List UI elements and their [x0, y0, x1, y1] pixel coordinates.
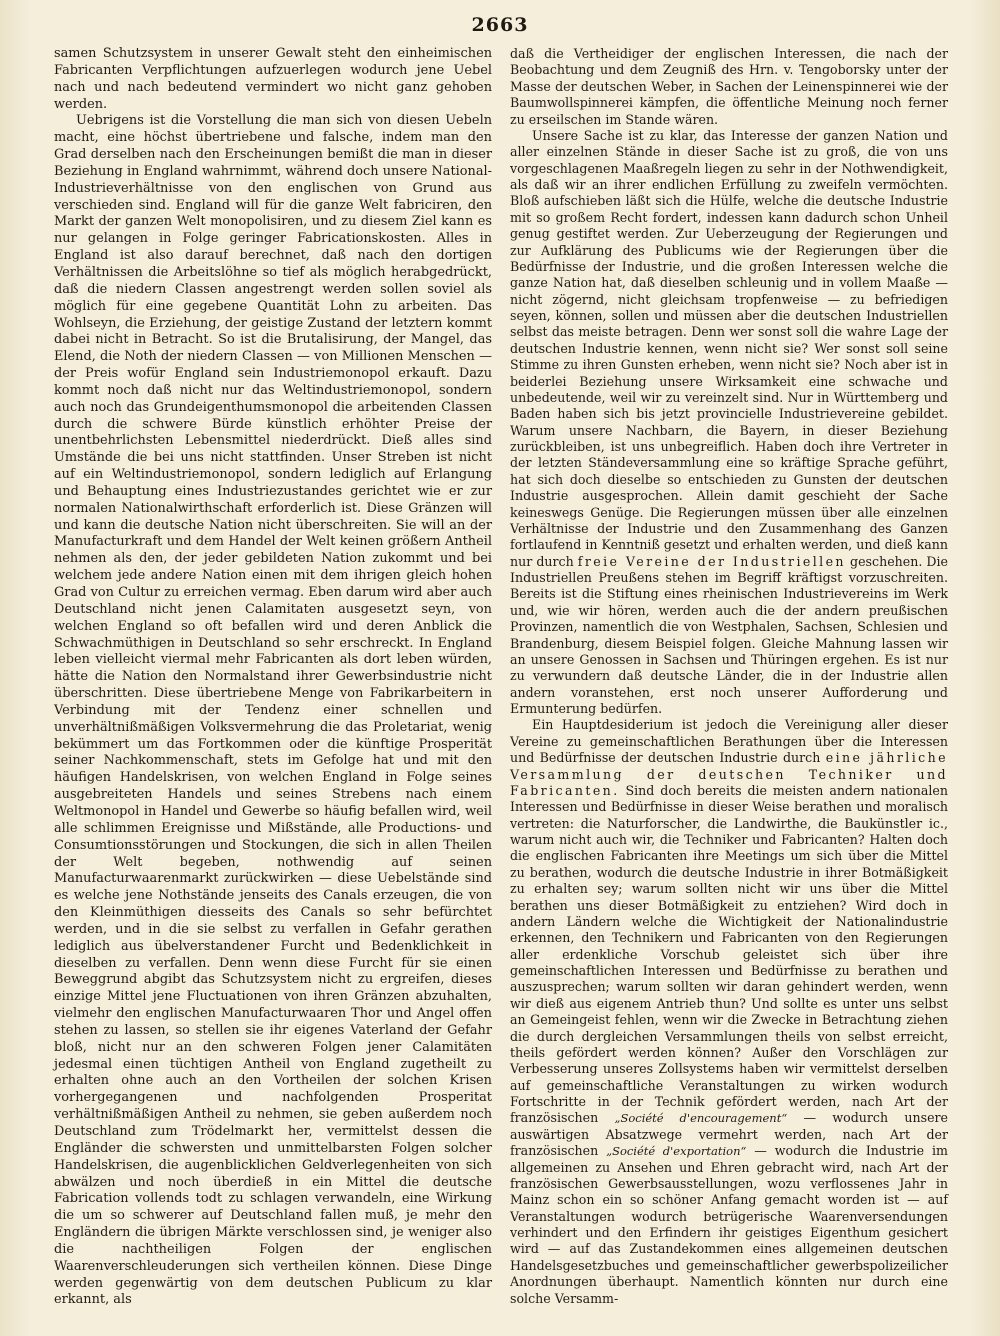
- french-term: „Société d'encouragement“: [614, 1111, 788, 1126]
- text-run: — wodurch die Industrie im allgemeinen zu Ansehen und Ehren gebracht wird, nach Art der französischen Gewerbsausstellungen, wozu verflossenes Jahr in Mainz schon ein so schöner Anfang gemacht worden ist — auf Veranstaltungen wodurch betrügerische Waarenversendungen verhindert und den Erfindern ihr geistiges Eigenthum gesichert wird — auf das Zustandekommen eines allgemeinen deutschen Handelsgesetzbuches und gemeinschaftlicher gewerbspolizeilicher Anordnungen überhaupt. Namentlich könnten nur durch eine solche Versamm-: [510, 1143, 948, 1306]
- text-run: — wodurch unsere auswärtigen Absatzwege vermehrt werden, nach Art der französischen: [510, 1110, 948, 1159]
- right-column: [510, 46, 948, 1307]
- text-run: Ein Hauptdesiderium ist jedoch die Vereinigung aller dieser Vereine zu gemeinschaftlichen Berathungen über die Interessen und Bedürfnisse der deutschen Industrie durch: [510, 717, 948, 766]
- paragraph: Uebrigens ist die Vorstellung die man sich von diesen Uebeln macht, eine höchst übertriebene und falsche, indem man den Grad derselben nach den Erscheinungen bemißt die man in dieser Beziehung in England wahrnimmt, während doch unsere National-Industrieverhältnisse von den englischen von Grund aus verschieden sind. England will für die ganze Welt fabriciren, den Markt der ganzen Welt monopolisiren, und zu diesem Ziel kann es nur gelangen in Folge geringer Fabricationskosten. Alles in England ist also darauf berechnet, daß nach den dortigen Verhältnissen die Arbeitslöhne so tief als möglich herabgedrückt, daß die niedern Classen angestrengt werden sollen soviel als möglich für eine gegebene Quantität Lohn zu arbeiten. Das Wohlseyn, die Erziehung, der geistige Zustand der letztern kommt dabei nicht in Betracht. So ist die Brutalisirung, der Mangel, das Elend, die Noth der niedern Classen — von Millionen Menschen — der Preis wofür England sein Industriemonopol erkauft. Dazu kommt noch daß nicht nur das Weltindustriemonopol, sondern auch noch das Grundeigenthumsmonopol die arbeitenden Classen durch die schwere Bürde künstlich erhöhter Preise der unentbehrlichsten Lebensmittel niederdrückt. Dieß alles sind Umstände die bei uns nicht stattfinden. Unser Streben ist nicht auf ein Weltindustriemonopol, sondern lediglich auf Erlangung und Behauptung eines Industriezustandes gerichtet wie er zur normalen Nationalwirthschaft erforderlich ist. Diese Gränzen will und kann die deutsche Nation nicht überschreiten. Sie will an der Manufacturkraft und dem Handel der Welt keinen größern Antheil nehmen als den, der jeder gebildeten Nation zukommt und bei welchem jede andere Nation einen mit dem ihrigen gleich hohen Grad von Cultur zu erreichen vermag. Eben darum wird aber auch Deutschland nicht jenen Calamitaten ausgesetzt seyn, von welchen England so oft befallen wird und deren Anblick die Schwachmüthigen in Deutschland so sehr erschreckt. In England leben vielleicht viermal mehr Fabricanten als dort leben würden, hätte die Nation den Normalstand ihrer Gewerbsindustrie nicht überschritten. Diese übertriebene Menge von Fabrikarbeitern in Verbindung mit der Tendenz einer schnellen und unverhältnißmäßigen Volksvermehrung die das Proletariat, wenig bekümmert um das Fortkommen oder die künftige Prosperität seiner Nachkommenschaft, stets im Gefolge hat und mit den häufigen Handelskrisen, von welchen England in Folge seines ausgebreiteten Handels und seines Strebens nach einem Weltmonopol in Handel und Gewerbe so häufig befallen wird, weil alle schlimmen Ereignisse und Mißstände, alle Productions- und Consumtionsstörungen und Stockungen, die sich in allen Theilen der Welt begeben, nothwendig auf seinen Manufacturwaarenmarkt zurückwirken — diese Uebelstände sind es welche jene Nothstände jenseits des Canals erzeugen, die von den Kleinmüthigen diesseits des Canals so sehr befürchtet werden, und in die sie selbst zu verfallen in Gefahr gerathen lediglich aus übelverstandener Furcht und Bedenklichkeit in dieselben zu verfallen. Denn wenn diese Furcht für sie einen Beweggrund abgibt das Schutzsystem nicht zu ergreifen, dieses einzige Mittel jene Fluctuationen von ihren Gränzen abzuhalten, vielmehr den englischen Manufacturwaaren Thor und Angel offen stehen zu lassen, so stellen sie ihr eigenes Vaterland der Gefahr bloß, nicht nur an den schweren Folgen jener Calamitäten jedesmal einen tüchtigen Antheil von England zugetheilt zu erhalten ohne auch an den Vortheilen der solchen Krisen vorhergegangenen und nachfolgenden Prosperitat verhältnißmäßigen Antheil zu nehmen, sie geben außerdem noch Deutschland zum Trödelmarkt her, vermittelst dessen die Engländer die schwersten und unmittelbarsten Folgen solcher Handelskrisen, die augenblicklichen Geldverlegenheiten von sich abwälzen und noch überdieß in ein Mittel die deutsche Fabrication vollends todt zu schlagen verwandeln, eine Wirkung die um so schwerer auf Deutschland fallen muß, je mehr den Engländern die übrigen Märkte verschlossen sind, je weniger also die nachtheiligen Folgen der englischen Waarenverschleuderungen sich vertheilen können. Diese Dinge werden gegenwärtig von dem deutschen Publicum zu klar erkannt, als: [54, 113, 492, 1308]
- french-term: „Société d'exportation“: [606, 1144, 747, 1159]
- emphasized-text: eine jährliche Versammlung der deutschen Techniker und Fabricanten.: [510, 750, 948, 798]
- page-number: 2663: [471, 14, 529, 36]
- paragraph: [510, 717, 948, 1307]
- paragraph: daß die Vertheidiger der englischen Interessen, die nach der Beobachtung und dem Zeugniß des Hrn. v. Tengoborsky unter der Masse der deutschen Weber, in Sachen der Leinenspinnerei wie der Baumwollspinnerei kämpfen, die öffentliche Meinung noch ferner zu erseilschen im Stande wären.: [510, 46, 948, 127]
- paragraph: [510, 128, 948, 718]
- text-run: Unsere Sache ist zu klar, das Interesse der ganzen Nation und aller einzelnen Stände in dieser Sache ist zu groß, die von uns vorgeschlagenen Maaßregeln liegen zu sehr in der Nothwendigkeit, als daß wir an ihrer endlichen Erfüllung zu zweifeln vermöchten. Bloß aufschieben läßt sich die Hülfe, welche die deutsche Industrie mit so großem Recht fordert, indessen kann dadurch schon Unheil genug gestiftet werden. Zur Ueberzeugung der Regierungen und zur Aufklärung des Publicums wie der Regierungen über die Bedürfnisse der Industrie, und die großen Interessen welche die ganze Nation hat, daß dieselben schleunig und in vollem Maaße — nicht zögernd, nicht gleichsam tropfenweise — zu befriedigen seyen, können, sollen und müssen aber die deutschen Industriellen selbst das meiste betragen. Denn wer sonst soll die wahre Lage der deutschen Industrie kennen, wenn nicht sie? Wer sonst soll seine Stimme zu ihren Gunsten erheben, wenn nicht sie? Noch aber ist in beiderlei Beziehung unsere Wirksamkeit eine schwache und unbedeutende, weil wir zu vereinzelt sind. Nur in Württemberg und Baden haben sich bis jetzt provincielle Industrievereine gebildet. Warum unsere Nachbarn, die Bayern, in dieser Beziehung zurückbleiben, ist uns unbegreiflich. Haben doch ihre Vertreter in der letzten Ständeversammlung eine so kräftige Sprache geführt, hat sich doch dieselbe so entschieden zu Gunsten der deutschen Industrie ausgesprochen. Allein damit geschieht der Sache keineswegs Genüge. Die Regierungen müssen über alle einzelnen Verhältnisse der Industrie und den Zusammenhang des Ganzen fortlaufend in Kenntniß gesetzt und erhalten werden, und dieß kann nur durch: [510, 127, 948, 569]
- left-column: [54, 46, 492, 1309]
- text-run: geschehen. Die Industriellen Preußens stehen im Begriff kräftigst vorzuschreiten. Bereits ist die Stiftung eines rheinischen Industrievereins im Werk und, wie wir hören, werden auch die der andern preußischen Provinzen, namentlich die von Westphalen, Sachsen, Schlesien und Brandenburg, diesem Beispiel folgen. Gleiche Mahnung lassen wir an unsere Genossen in Sachsen und Thüringen ergehen. Es ist nur zu verwundern daß deutsche Länder, die in der Industrie allen andern voranstehen, erst noch unserer Aufforderung und Ermunterung bedürfen.: [510, 553, 948, 716]
- paragraph: samen Schutzsystem in unserer Gewalt steht den einheimischen Fabricanten Verpflichtungen aufzuerlegen wodurch jene Uebel nach und nach bedeutend vermindert wo nicht ganz gehoben werden.: [54, 46, 492, 112]
- text-run: Sind doch bereits die meisten andern nationalen Interessen und Bedürfnisse in dieser Weise berathen und moralisch vertreten: die Naturforscher, die Landwirthe, die Baukünstler ic., warum nicht auch wir, die Techniker und Fabricanten? Halten doch die englischen Fabricanten ihre Meetings um sich über die Mittel zu berathen, wodurch die deutsche Industrie in ihrer Botmäßigkeit zu erhalten sey; warum sollten nicht wir uns über die Mittel berathen uns dieser Botmäßigkeit zu entziehen? Wird doch in andern Ländern welche die Wichtigkeit der Nationalindustrie erkennen, den Technikern und Fabricanten von den Regierungen aller erdenkliche Vorschub geleistet sich über ihre gemeinschaftlichen Interessen und Bedürfnisse zu berathen und auszusprechen; warum sollten wir daran gehindert werden, wenn wir dieß aus eigenem Antrieb thun? Und sollte es unter uns selbst an Gemeingeist fehlen, wenn wir die Zwecke in Betrachtung ziehen die durch dergleichen Versammlungen theils von selbst erreicht, theils gefördert werden können? Außer den Vorschlägen zur Verbesserung unseres Zollsystems haben wir vermittelst derselben auf gemeinschaftliche Veranstaltungen zu wirken wodurch Fortschritte in der Technik gefördert werden, nach Art der französischen: [510, 782, 948, 1126]
- emphasized-text: freie Vereine der Industriellen: [577, 553, 846, 569]
